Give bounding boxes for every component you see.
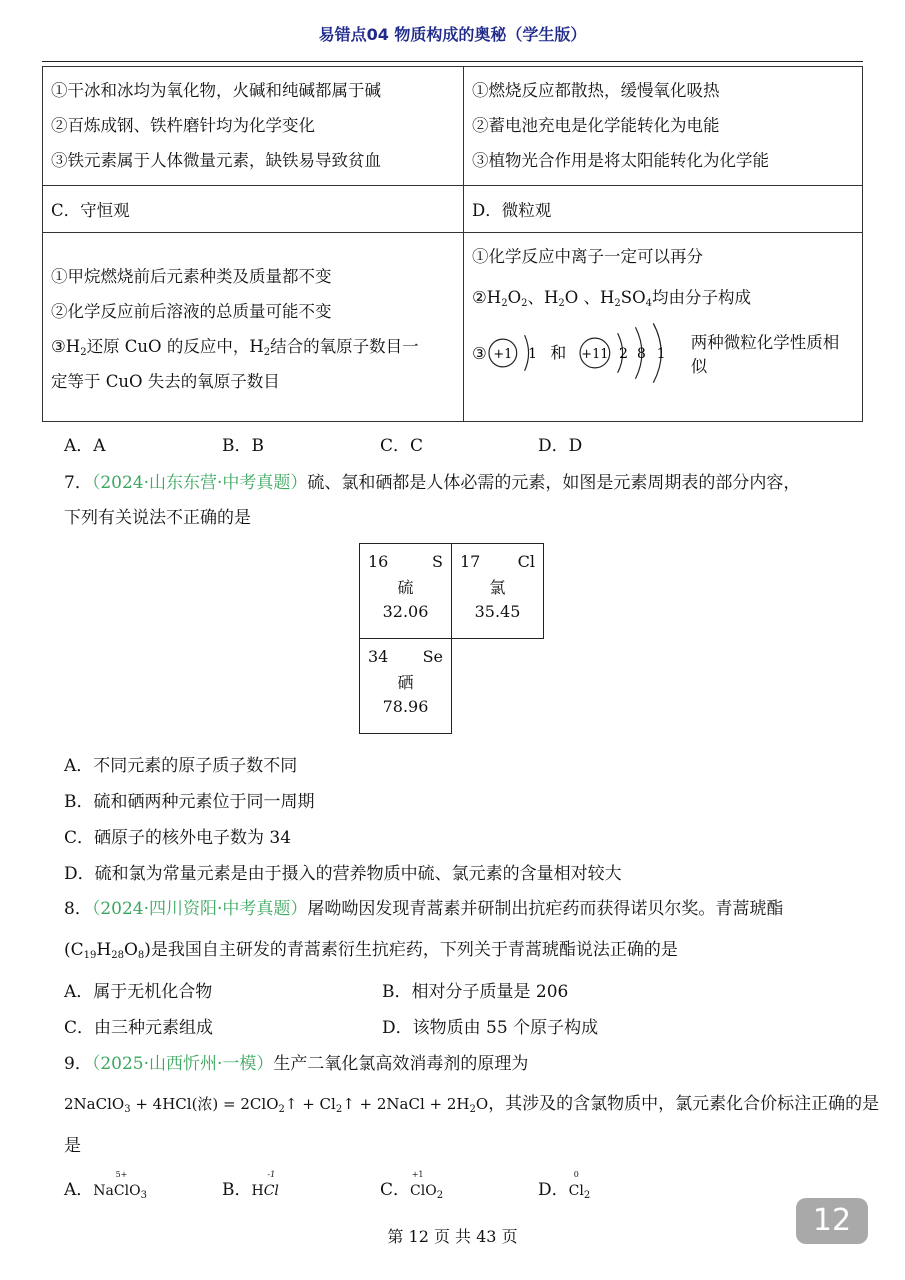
option-c[interactable]: C．由三种元素组成	[64, 1018, 214, 1038]
list-item: ①化学反应中离子一定可以再分	[472, 247, 703, 266]
question-8-stem-line2: $(C_{19}H_{28}O_8)$是我国自主研发的青蒿素衍生抗疟药，下列关于青蒿琥酯说法正确的是	[64, 940, 678, 961]
atom-structure-diagrams	[487, 319, 689, 387]
list-item: ①甲烷燃烧前后元素种类及质量都不变	[51, 267, 332, 286]
element-cell-chlorine: 17 Cl 氯 35.45	[452, 544, 544, 639]
option-a[interactable]: A．A	[64, 436, 106, 456]
option-d[interactable]: D．硫和氯为常量元素是由于摄入的营养物质中硫、氯元素的含量相对较大	[64, 864, 622, 884]
list-item: ①干冰和冰均为氧化物，火碱和纯碱都属于碱	[51, 81, 381, 100]
electron-count: 8	[636, 345, 646, 362]
element-cell-selenium: 34 Se 硒 78.96	[360, 639, 452, 734]
option-c[interactable]: C．C	[380, 436, 424, 456]
electron-count: 2	[618, 345, 628, 362]
list-item: ③植物光合作用是将太阳能转化为化学能	[472, 151, 769, 170]
question-source: （2024·四川资阳·中考真题）	[91, 899, 308, 919]
question-6-options	[64, 431, 696, 456]
periodic-table-excerpt	[359, 543, 544, 734]
list-item: ③铁元素属于人体微量元素，缺铁易导致贫血	[51, 151, 381, 170]
page-footer: 第 12 页 共 43 页	[387, 1227, 518, 1246]
question-9-stem-line1: 9．（2025·山西忻州·一模）生产二氧化氯高效消毒剂的原理为	[64, 1054, 529, 1074]
option-c[interactable]: C． +1 ClO$_2$	[380, 1170, 444, 1201]
option-d[interactable]: D．该物质由 55 个原子构成	[382, 1018, 599, 1038]
list-item: ③ +1 1 和 +11 2 8 1 两种微粒化学性质相似	[472, 319, 854, 387]
question-7-stem-line1: 7．（2024·山东东营·中考真题）硫、氯和硒都是人体必需的元素，如图是元素周期表的部分内容，	[64, 473, 801, 493]
cell-c	[43, 233, 464, 422]
question-9-stem-line3: 是	[64, 1136, 81, 1156]
question-9-stem-line2: 2NaClO$_3$ + 4HCl(浓) = 2ClO$_2$↑ + $Cl_2↑$ + 2NaCl + $2H_2O$，其涉及的含氯物质中，氯元素化合价标注正确的是	[64, 1094, 880, 1115]
connector-word: 和	[550, 342, 566, 362]
option-b[interactable]: B．硫和硒两种元素位于同一周期	[64, 792, 315, 812]
page-header-title: 易错点04 物质构成的奥秘（学生版）	[318, 25, 587, 44]
list-item: $②H_2O_2$、$H_2O$ 、$H_2SO_4$均由分子构成	[472, 288, 751, 309]
nucleus-charge-sodium: +11	[581, 346, 609, 362]
cell-d	[464, 233, 863, 422]
table-row	[43, 233, 863, 422]
list-item: ①燃烧反应都散热，缓慢氧化吸热	[472, 81, 720, 100]
nucleus-charge-hydrogen: +1	[493, 346, 513, 362]
question-6-table	[42, 66, 863, 422]
chemical-formula: $(C_{19}H_{28}O_8)$	[64, 940, 151, 961]
electron-count: 1	[656, 345, 666, 362]
option-b[interactable]: B．H -1 Cl	[222, 1170, 279, 1200]
list-item: ②百炼成钢、铁杵磨针均为化学变化	[51, 116, 315, 135]
header-divider	[42, 61, 863, 62]
question-source: （2024·山东东营·中考真题）	[91, 473, 308, 493]
question-source: （2025·山西忻州·一模）	[91, 1054, 274, 1074]
question-8-stem-line1: 8．（2024·四川资阳·中考真题）屠呦呦因发现青蒿素并研制出抗疟药而获得诺贝尔奖。青蒿琥酯	[64, 899, 784, 919]
electron-count: 1	[527, 345, 537, 362]
option-b[interactable]: B．B	[222, 436, 264, 456]
option-d-heading: D．微粒观	[472, 201, 552, 220]
list-item: 定等于 CuO 失去的氧原子数目	[51, 372, 280, 391]
list-item: ②蓄电池充电是化学能转化为电能	[472, 116, 720, 135]
question-7-stem-line2: 下列有关说法不正确的是	[64, 508, 251, 528]
cell-c-heading	[43, 186, 464, 233]
list-item: $③H_2$还原 CuO 的反应中，$H_2$结合的氧原子数目一	[51, 337, 419, 358]
option-c[interactable]: C．硒原子的核外电子数为 34	[64, 828, 292, 848]
list-item: ②化学反应前后溶液的总质量可能不变	[51, 302, 332, 321]
cell-d-heading	[464, 186, 863, 233]
element-cell-sulfur: 16 S 硫 32.06	[360, 544, 452, 639]
table-row	[43, 186, 863, 233]
option-a[interactable]: A．不同元素的原子质子数不同	[64, 756, 298, 776]
page-number-badge: 12	[796, 1198, 868, 1244]
option-c-heading: C．守恒观	[51, 201, 130, 220]
table-row	[43, 67, 863, 186]
option-a[interactable]: A．Na 5+ ClO$_3$	[64, 1170, 147, 1201]
option-a[interactable]: A．属于无机化合物	[64, 982, 213, 1002]
cell-a	[43, 67, 464, 186]
option-d[interactable]: D． 0 $Cl_2$	[538, 1170, 591, 1201]
option-b[interactable]: B．相对分子质量是 206	[382, 982, 569, 1002]
option-d[interactable]: D．D	[538, 436, 583, 456]
cell-b	[464, 67, 863, 186]
chemical-equation: 2NaClO$_3$ + 4HCl(浓) = 2ClO$_2$↑ + $Cl_2↑$ + 2NaCl + $2H_2O$	[64, 1095, 489, 1115]
